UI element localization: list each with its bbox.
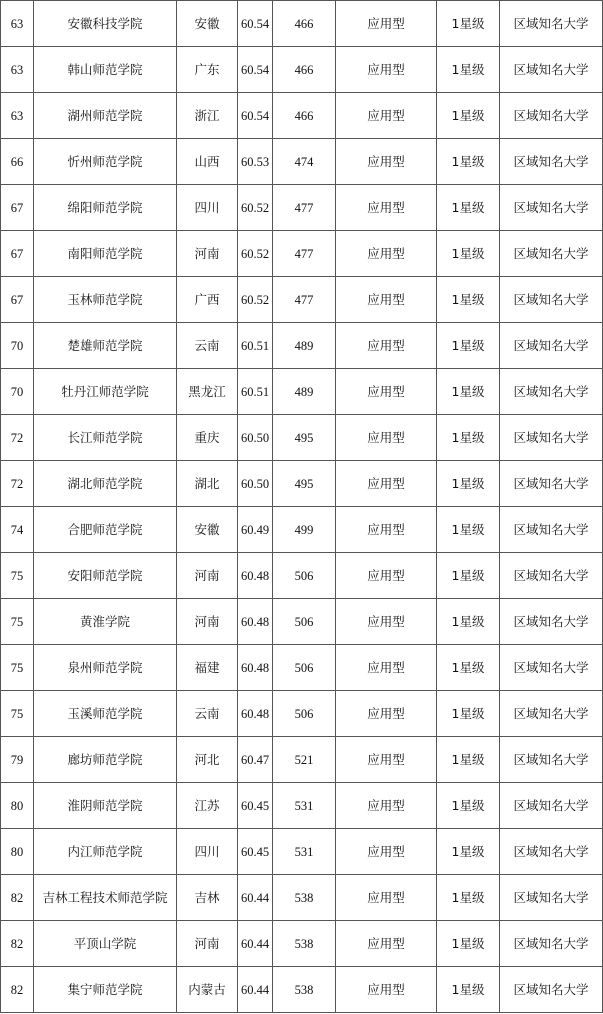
score-cell: 60.52 [238,185,273,231]
position-cell: 521 [273,737,336,783]
school-name-cell: 韩山师范学院 [34,47,177,93]
school-level-cell: 区域知名大学 [500,875,603,921]
school-name-cell: 玉溪师范学院 [34,691,177,737]
table-row [1,93,603,139]
province-cell: 河南 [177,599,238,645]
position-cell: 506 [273,645,336,691]
star-level-cell: 1星级 [437,829,500,875]
position-cell: 506 [273,599,336,645]
position-cell: 531 [273,783,336,829]
school-type-cell: 应用型 [336,415,437,461]
school-level-cell: 区域知名大学 [500,599,603,645]
school-type-cell: 应用型 [336,369,437,415]
score-cell: 60.52 [238,277,273,323]
rank-cell: 72 [1,461,34,507]
school-name-cell: 集宁师范学院 [34,967,177,1013]
star-level-cell: 1星级 [437,921,500,967]
rank-cell: 70 [1,323,34,369]
school-level-cell: 区域知名大学 [500,1,603,47]
rank-cell: 79 [1,737,34,783]
school-type-cell: 应用型 [336,139,437,185]
rank-cell: 72 [1,415,34,461]
table-row [1,783,603,829]
position-cell: 538 [273,967,336,1013]
school-type-cell: 应用型 [336,507,437,553]
score-cell: 60.51 [238,369,273,415]
province-cell: 浙江 [177,93,238,139]
position-cell: 506 [273,553,336,599]
school-type-cell: 应用型 [336,93,437,139]
star-level-cell: 1星级 [437,93,500,139]
rank-cell: 75 [1,691,34,737]
score-cell: 60.44 [238,875,273,921]
school-level-cell: 区域知名大学 [500,783,603,829]
school-level-cell: 区域知名大学 [500,185,603,231]
school-type-cell: 应用型 [336,599,437,645]
school-type-cell: 应用型 [336,185,437,231]
rank-cell: 63 [1,47,34,93]
score-cell: 60.54 [238,47,273,93]
school-name-cell: 黄淮学院 [34,599,177,645]
province-cell: 山西 [177,139,238,185]
position-cell: 477 [273,231,336,277]
school-name-cell: 湖州师范学院 [34,93,177,139]
province-cell: 河北 [177,737,238,783]
school-name-cell: 安徽科技学院 [34,1,177,47]
score-cell: 60.48 [238,553,273,599]
province-cell: 安徽 [177,507,238,553]
province-cell: 吉林 [177,875,238,921]
rank-cell: 63 [1,93,34,139]
position-cell: 495 [273,461,336,507]
score-cell: 60.47 [238,737,273,783]
table-row [1,921,603,967]
province-cell: 安徽 [177,1,238,47]
table-row [1,185,603,231]
rank-cell: 80 [1,829,34,875]
star-level-cell: 1星级 [437,1,500,47]
score-cell: 60.53 [238,139,273,185]
school-type-cell: 应用型 [336,829,437,875]
school-type-cell: 应用型 [336,737,437,783]
star-level-cell: 1星级 [437,415,500,461]
score-cell: 60.48 [238,645,273,691]
position-cell: 495 [273,415,336,461]
table-row [1,1,603,47]
star-level-cell: 1星级 [437,461,500,507]
school-name-cell: 吉林工程技术师范学院 [34,875,177,921]
rank-cell: 82 [1,921,34,967]
star-level-cell: 1星级 [437,645,500,691]
school-level-cell: 区域知名大学 [500,369,603,415]
position-cell: 477 [273,185,336,231]
school-level-cell: 区域知名大学 [500,967,603,1013]
school-type-cell: 应用型 [336,691,437,737]
table-row [1,829,603,875]
school-name-cell: 合肥师范学院 [34,507,177,553]
table-body [1,1,603,1013]
score-cell: 60.49 [238,507,273,553]
rank-cell: 67 [1,185,34,231]
province-cell: 福建 [177,645,238,691]
star-level-cell: 1星级 [437,47,500,93]
position-cell: 466 [273,93,336,139]
province-cell: 湖北 [177,461,238,507]
province-cell: 河南 [177,231,238,277]
school-name-cell: 牡丹江师范学院 [34,369,177,415]
score-cell: 60.54 [238,93,273,139]
school-name-cell: 绵阳师范学院 [34,185,177,231]
table-row [1,231,603,277]
position-cell: 531 [273,829,336,875]
score-cell: 60.45 [238,783,273,829]
table-row [1,691,603,737]
star-level-cell: 1星级 [437,967,500,1013]
rank-cell: 67 [1,277,34,323]
rank-cell: 80 [1,783,34,829]
province-cell: 黑龙江 [177,369,238,415]
star-level-cell: 1星级 [437,139,500,185]
school-level-cell: 区域知名大学 [500,737,603,783]
position-cell: 538 [273,921,336,967]
table-row [1,599,603,645]
table-row [1,369,603,415]
position-cell: 466 [273,1,336,47]
school-type-cell: 应用型 [336,875,437,921]
school-level-cell: 区域知名大学 [500,691,603,737]
school-level-cell: 区域知名大学 [500,323,603,369]
school-level-cell: 区域知名大学 [500,921,603,967]
star-level-cell: 1星级 [437,553,500,599]
province-cell: 广西 [177,277,238,323]
school-name-cell: 廊坊师范学院 [34,737,177,783]
school-level-cell: 区域知名大学 [500,553,603,599]
table-row [1,139,603,185]
table-row [1,875,603,921]
school-type-cell: 应用型 [336,645,437,691]
school-type-cell: 应用型 [336,783,437,829]
school-type-cell: 应用型 [336,921,437,967]
star-level-cell: 1星级 [437,323,500,369]
table-row [1,967,603,1013]
rank-cell: 75 [1,553,34,599]
school-name-cell: 南阳师范学院 [34,231,177,277]
school-type-cell: 应用型 [336,323,437,369]
score-cell: 60.48 [238,691,273,737]
rank-cell: 67 [1,231,34,277]
score-cell: 60.51 [238,323,273,369]
star-level-cell: 1星级 [437,875,500,921]
star-level-cell: 1星级 [437,507,500,553]
school-type-cell: 应用型 [336,967,437,1013]
score-cell: 60.44 [238,967,273,1013]
province-cell: 河南 [177,921,238,967]
star-level-cell: 1星级 [437,783,500,829]
school-level-cell: 区域知名大学 [500,645,603,691]
province-cell: 河南 [177,553,238,599]
table-row [1,47,603,93]
table-row [1,553,603,599]
school-name-cell: 忻州师范学院 [34,139,177,185]
school-type-cell: 应用型 [336,1,437,47]
position-cell: 474 [273,139,336,185]
score-cell: 60.54 [238,1,273,47]
rank-cell: 82 [1,967,34,1013]
school-name-cell: 淮阴师范学院 [34,783,177,829]
score-cell: 60.50 [238,415,273,461]
school-level-cell: 区域知名大学 [500,47,603,93]
table-row [1,461,603,507]
score-cell: 60.52 [238,231,273,277]
table-row [1,323,603,369]
star-level-cell: 1星级 [437,599,500,645]
rank-cell: 66 [1,139,34,185]
rank-cell: 70 [1,369,34,415]
position-cell: 477 [273,277,336,323]
position-cell: 466 [273,47,336,93]
star-level-cell: 1星级 [437,691,500,737]
province-cell: 四川 [177,829,238,875]
star-level-cell: 1星级 [437,277,500,323]
position-cell: 489 [273,369,336,415]
school-level-cell: 区域知名大学 [500,507,603,553]
position-cell: 506 [273,691,336,737]
position-cell: 499 [273,507,336,553]
position-cell: 538 [273,875,336,921]
school-level-cell: 区域知名大学 [500,93,603,139]
star-level-cell: 1星级 [437,185,500,231]
table-row [1,415,603,461]
school-name-cell: 平顶山学院 [34,921,177,967]
province-cell: 重庆 [177,415,238,461]
school-name-cell: 长江师范学院 [34,415,177,461]
province-cell: 广东 [177,47,238,93]
score-cell: 60.45 [238,829,273,875]
score-cell: 60.44 [238,921,273,967]
score-cell: 60.48 [238,599,273,645]
school-name-cell: 内江师范学院 [34,829,177,875]
province-cell: 云南 [177,691,238,737]
school-name-cell: 泉州师范学院 [34,645,177,691]
school-type-cell: 应用型 [336,47,437,93]
school-level-cell: 区域知名大学 [500,415,603,461]
star-level-cell: 1星级 [437,369,500,415]
table-row [1,737,603,783]
school-level-cell: 区域知名大学 [500,829,603,875]
school-type-cell: 应用型 [336,461,437,507]
rank-cell: 75 [1,599,34,645]
rank-cell: 74 [1,507,34,553]
star-level-cell: 1星级 [437,737,500,783]
school-name-cell: 湖北师范学院 [34,461,177,507]
province-cell: 云南 [177,323,238,369]
rank-cell: 82 [1,875,34,921]
rank-cell: 63 [1,1,34,47]
school-type-cell: 应用型 [336,231,437,277]
province-cell: 江苏 [177,783,238,829]
score-cell: 60.50 [238,461,273,507]
school-type-cell: 应用型 [336,277,437,323]
school-level-cell: 区域知名大学 [500,461,603,507]
position-cell: 489 [273,323,336,369]
province-cell: 内蒙古 [177,967,238,1013]
school-name-cell: 玉林师范学院 [34,277,177,323]
school-type-cell: 应用型 [336,553,437,599]
rank-cell: 75 [1,645,34,691]
school-level-cell: 区域知名大学 [500,277,603,323]
star-level-cell: 1星级 [437,231,500,277]
table-row [1,645,603,691]
school-name-cell: 安阳师范学院 [34,553,177,599]
table-row [1,277,603,323]
school-name-cell: 楚雄师范学院 [34,323,177,369]
school-level-cell: 区域知名大学 [500,231,603,277]
table-row [1,507,603,553]
province-cell: 四川 [177,185,238,231]
school-level-cell: 区域知名大学 [500,139,603,185]
